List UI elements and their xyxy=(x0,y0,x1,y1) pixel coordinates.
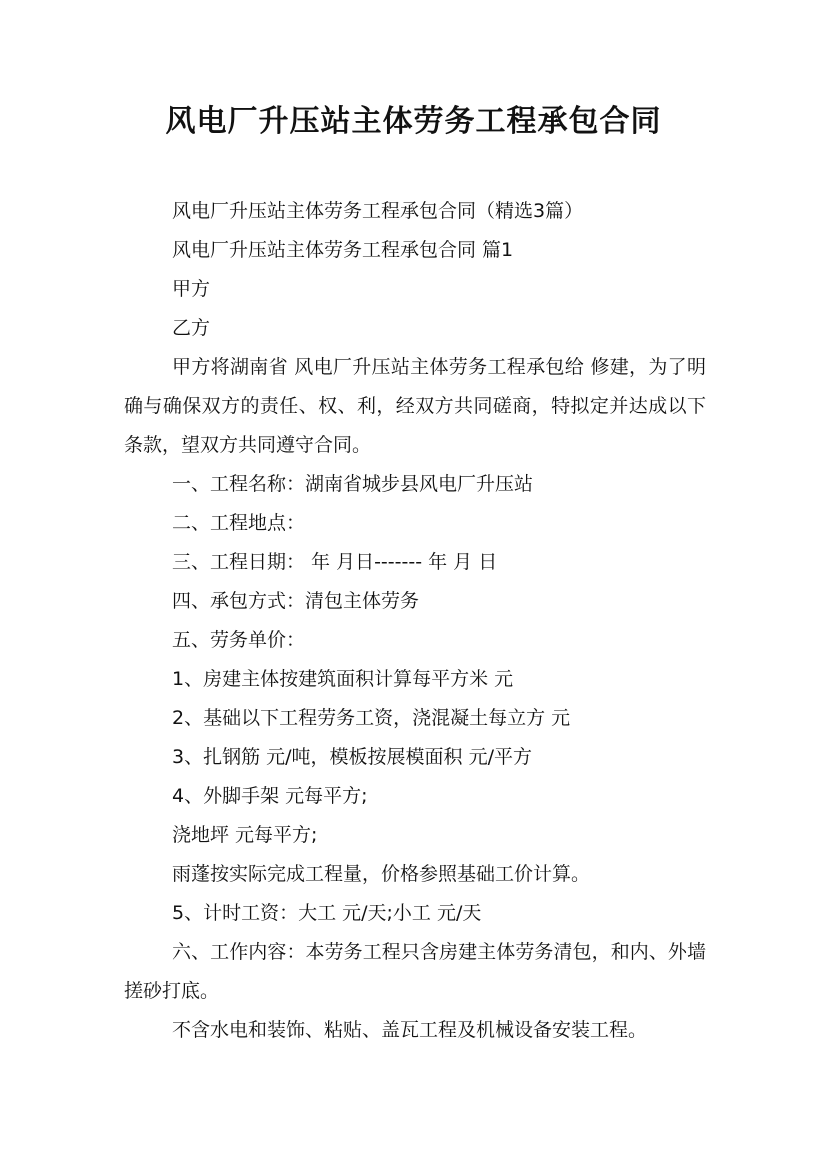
paragraph: 2、基础以下工程劳务工资，浇混凝土每立方 元 xyxy=(172,707,571,729)
paragraph: 3、扎钢筋 元/吨，模板按展模面积 元/平方 xyxy=(172,746,532,768)
paragraph: 甲方 xyxy=(172,278,211,300)
paragraph: 4、外脚手架 元每平方; xyxy=(172,785,368,807)
paragraph: 浇地坪 元每平方; xyxy=(172,824,318,846)
paragraph: 风电厂升压站主体劳务工程承包合同 篇1 xyxy=(172,239,514,261)
paragraph: 甲方将湖南省 风电厂升压站主体劳务工程承包给 修建，为了明确与确保双方的责任、权、利，经双方共同磋商，特拟定并达成以下条款，望双方共同遵守合同。 xyxy=(124,356,706,456)
paragraph: 不含水电和装饰、粘贴、盖瓦工程及机械设备安装工程。 xyxy=(172,1019,648,1041)
paragraph: 5、计时工资：大工 元/天;小工 元/天 xyxy=(172,902,482,924)
paragraph: 四、承包方式：清包主体劳务 xyxy=(172,590,420,612)
paragraph: 三、工程日期： 年 月日------- 年 月 日 xyxy=(172,551,498,573)
paragraph: 1、房建主体按建筑面积计算每平方米 元 xyxy=(172,668,514,690)
paragraph: 一、工程名称：湖南省城步县风电厂升压站 xyxy=(172,473,534,495)
paragraph: 雨蓬按实际完成工程量，价格参照基础工价计算。 xyxy=(172,863,591,885)
document-title: 风电厂升压站主体劳务工程承包合同 xyxy=(165,104,662,139)
paragraph: 五、劳务单价： xyxy=(172,629,306,651)
document-body xyxy=(124,192,706,1050)
paragraph: 二、工程地点： xyxy=(172,512,306,534)
paragraph: 风电厂升压站主体劳务工程承包合同（精选3篇） xyxy=(172,200,584,222)
paragraph: 乙方 xyxy=(172,317,211,339)
paragraph: 六、工作内容：本劳务工程只含房建主体劳务清包，和内、外墙搓砂打底。 xyxy=(124,941,706,1002)
